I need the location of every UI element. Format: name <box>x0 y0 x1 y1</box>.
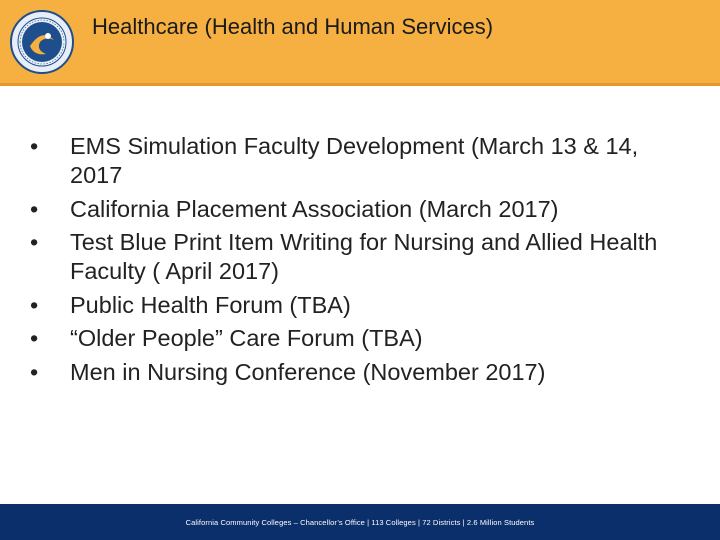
bullet-icon: • <box>30 229 39 255</box>
list-item-text: Men in Nursing Conference (November 2017) <box>70 358 546 385</box>
list-item <box>30 324 690 353</box>
list-item <box>30 358 690 387</box>
college-seal-icon <box>10 10 74 74</box>
slide-header <box>0 0 720 86</box>
bullet-icon: • <box>30 195 39 222</box>
footer-text: California Community Colleges – Chancellor’s Office | 113 Colleges | 72 Districts | 2.6 Million Students <box>185 518 535 527</box>
list-item <box>30 291 690 320</box>
list-item-text: EMS Simulation Faculty Development (March 13 & 14, 2017 <box>70 133 639 188</box>
list-item-text: “Older People” Care Forum (TBA) <box>70 325 423 351</box>
list-item-text: Public Health Forum (TBA) <box>70 291 351 318</box>
list-item <box>30 195 690 224</box>
list-item-text: California Placement Association (March 2017) <box>70 195 559 222</box>
bullet-icon: • <box>30 325 39 351</box>
bullet-icon: • <box>30 358 39 385</box>
bullet-icon: • <box>30 291 39 318</box>
slide-footer <box>0 504 720 540</box>
list-item-text: Test Blue Print Item Writing for Nursing and Allied Health Faculty ( April 2017) <box>70 229 658 284</box>
bullet-icon: • <box>30 133 39 159</box>
list-item <box>30 132 690 190</box>
slide-title: Healthcare (Health and Human Services) <box>92 14 494 39</box>
bullet-list <box>30 132 690 391</box>
list-item <box>30 228 690 286</box>
